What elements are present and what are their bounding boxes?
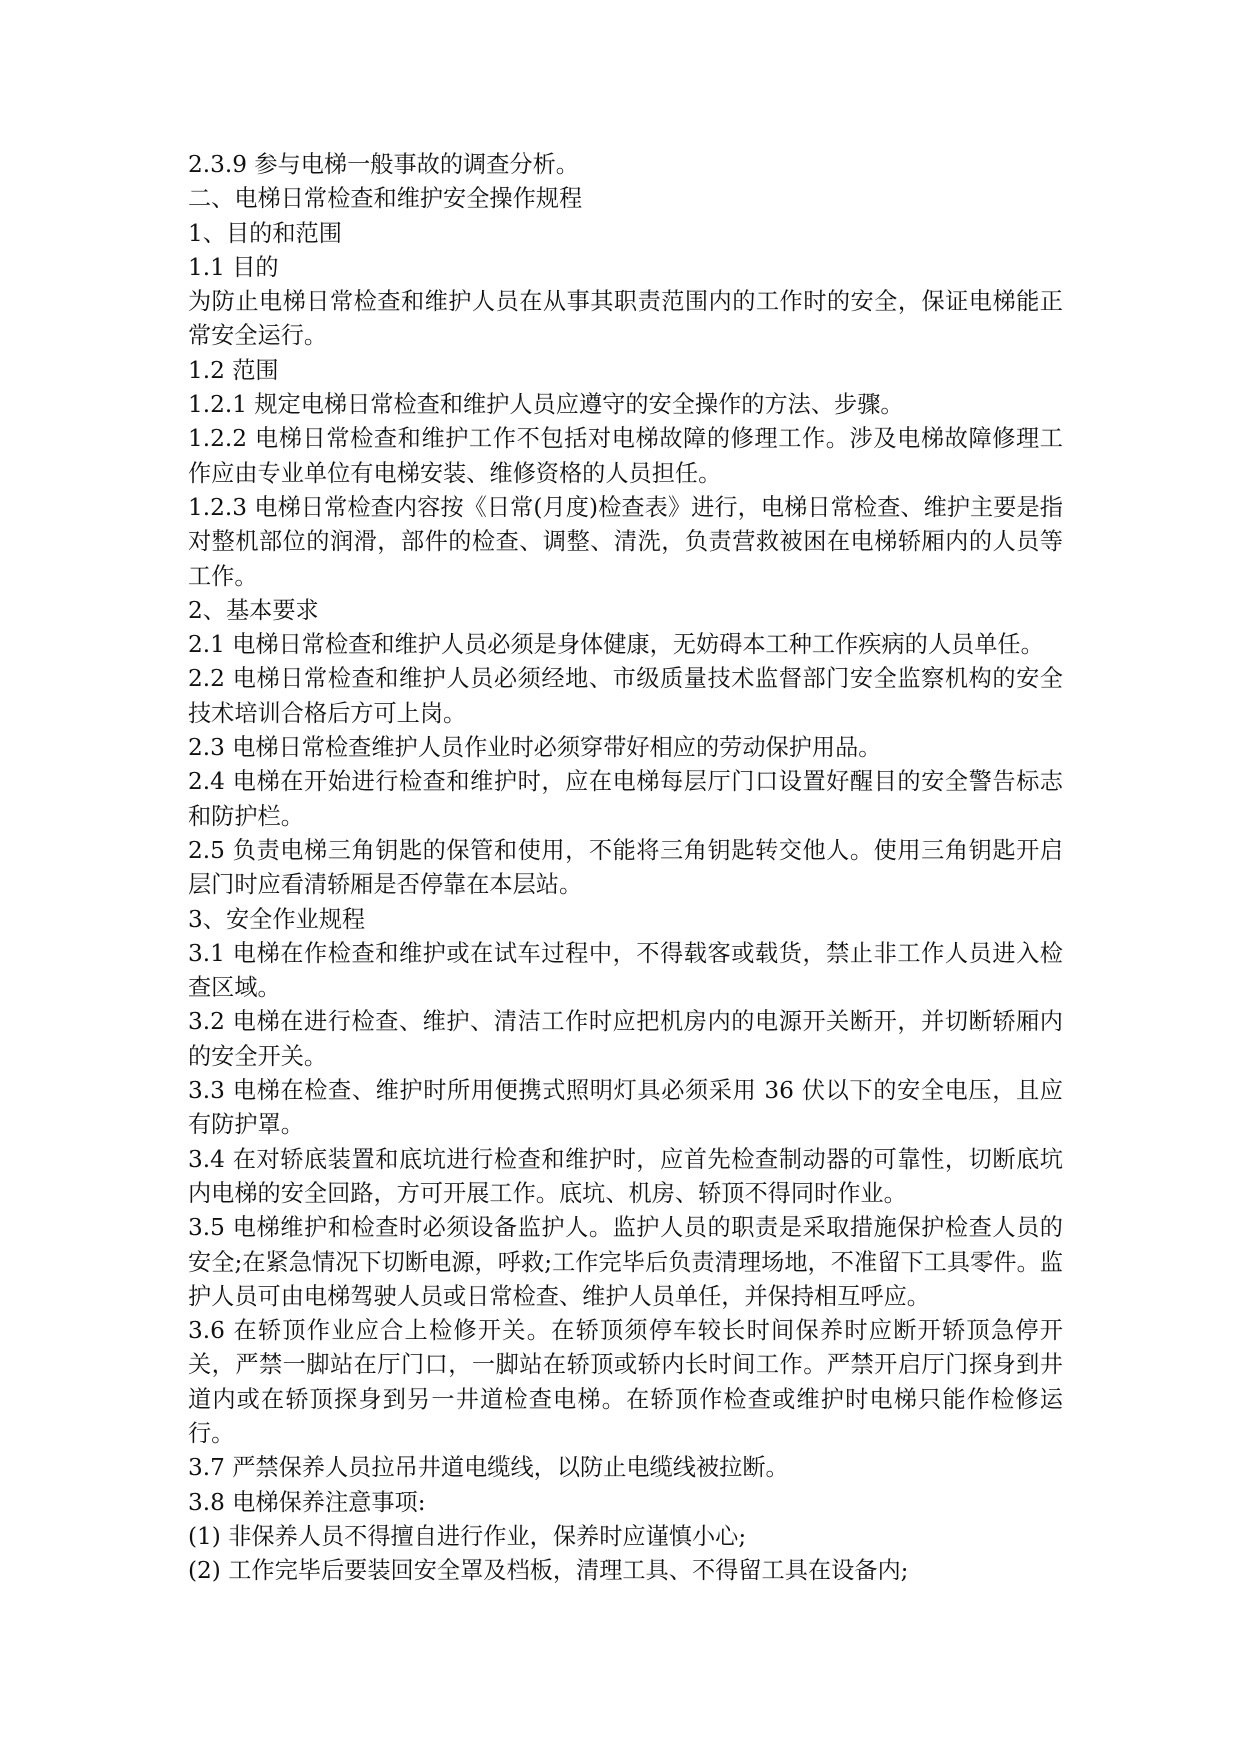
paragraph-3-2: 3.2 电梯在进行检查、维护、清洁工作时应把机房内的电源开关断开，并切断轿厢内的安全开关。 [188, 1008, 1063, 1070]
paragraph-2-1: 2.1 电梯日常检查和维护人员必须是身体健康，无妨碍本工种工作疾病的人员单任。 [188, 631, 1044, 659]
paragraph-3-4: 3.4 在对轿底装置和底坑进行检查和维护时，应首先检查制动器的可靠性，切断底坑内电梯的安全回路，方可开展工作。底坑、机房、轿顶不得同时作业。 [188, 1145, 1063, 1207]
paragraph-1-2-3: 1.2.3 电梯日常检查内容按《日常(月度)检查表》进行，电梯日常检查、维护主要是指对整机部位的润滑，部件的检查、调整、清洗，负责营救被困在电梯轿厢内的人员等工作。 [188, 493, 1063, 590]
heading-safety-procedures: 3、安全作业规程 [188, 905, 366, 933]
paragraph-3-7: 3.7 严禁保养人员拉吊井道电缆线，以防止电缆线被拉断。 [188, 1454, 789, 1482]
section-heading-2: 二、电梯日常检查和维护安全操作规程 [188, 185, 583, 213]
paragraph-1-2-2: 1.2.2 电梯日常检查和维护工作不包括对电梯故障的修理工作。涉及电梯故障修理工作应由专业单位有电梯安装、维修资格的人员担任。 [188, 425, 1063, 487]
paragraph-3-3: 3.3 电梯在检查、维护时所用便携式照明灯具必须采用 36 伏以下的安全电压，且应有防护罩。 [188, 1077, 1063, 1139]
list-item-2: (2) 工作完毕后要装回安全罩及档板，清理工具、不得留工具在设备内; [188, 1557, 909, 1585]
paragraph-3-5: 3.5 电梯维护和检查时必须设备监护人。监护人员的职责是采取措施保护检查人员的安全;在紧急情况下切断电源，呼救;工作完毕后负责清理场地，不准留下工具零件。监护人员可由电梯驾驶人员或日常检查、维护人员单任，并保持相互呼应。 [188, 1214, 1063, 1310]
paragraph-3-8: 3.8 电梯保养注意事项: [188, 1488, 426, 1516]
heading-basic-requirements: 2、基本要求 [188, 596, 319, 624]
paragraph-2-3: 2.3 电梯日常检查维护人员作业时必须穿带好相应的劳动保护用品。 [188, 734, 882, 762]
paragraph-1-2-1: 1.2.1 规定电梯日常检查和维护人员应遵守的安全操作的方法、步骤。 [188, 391, 904, 419]
list-item-1: (1) 非保养人员不得擅自进行作业，保养时应谨慎小心; [188, 1522, 747, 1550]
document-body [188, 148, 1063, 1588]
heading-1-1: 1.1 目的 [188, 253, 279, 281]
heading-purpose-scope: 1、目的和范围 [188, 219, 342, 247]
paragraph-2-5: 2.5 负责电梯三角钥匙的保管和使用，不能将三角钥匙转交他人。使用三角钥匙开启层门时应看清轿厢是否停靠在本层站。 [188, 836, 1063, 899]
heading-1-2: 1.2 范围 [188, 356, 279, 384]
paragraph-3-1: 3.1 电梯在作检查和维护或在试车过程中，不得载客或载货，禁止非工作人员进入检查区域。 [188, 939, 1063, 1002]
paragraph-2-4: 2.4 电梯在开始进行检查和维护时，应在电梯每层厅门口设置好醒目的安全警告标志和防护栏。 [188, 768, 1063, 830]
paragraph-3-6: 3.6 在轿顶作业应合上检修开关。在轿顶须停车较长时间保养时应断开轿顶急停开关，严禁一脚站在厅门口，一脚站在轿顶或轿内长时间工作。严禁开启厅门探身到井道内或在轿顶探身到另一井道检查电梯。在轿顶作检查或维护时电梯只能作检修运行。 [188, 1317, 1063, 1447]
paragraph-2-3-9: 2.3.9 参与电梯一般事故的调查分析。 [188, 151, 579, 178]
paragraph-purpose: 为防止电梯日常检查和维护人员在从事其职责范围内的工作时的安全，保证电梯能正常安全运行。 [188, 288, 1063, 350]
paragraph-2-2: 2.2 电梯日常检查和维护人员必须经地、市级质量技术监督部门安全监察机构的安全技术培训合格后方可上岗。 [188, 665, 1063, 727]
